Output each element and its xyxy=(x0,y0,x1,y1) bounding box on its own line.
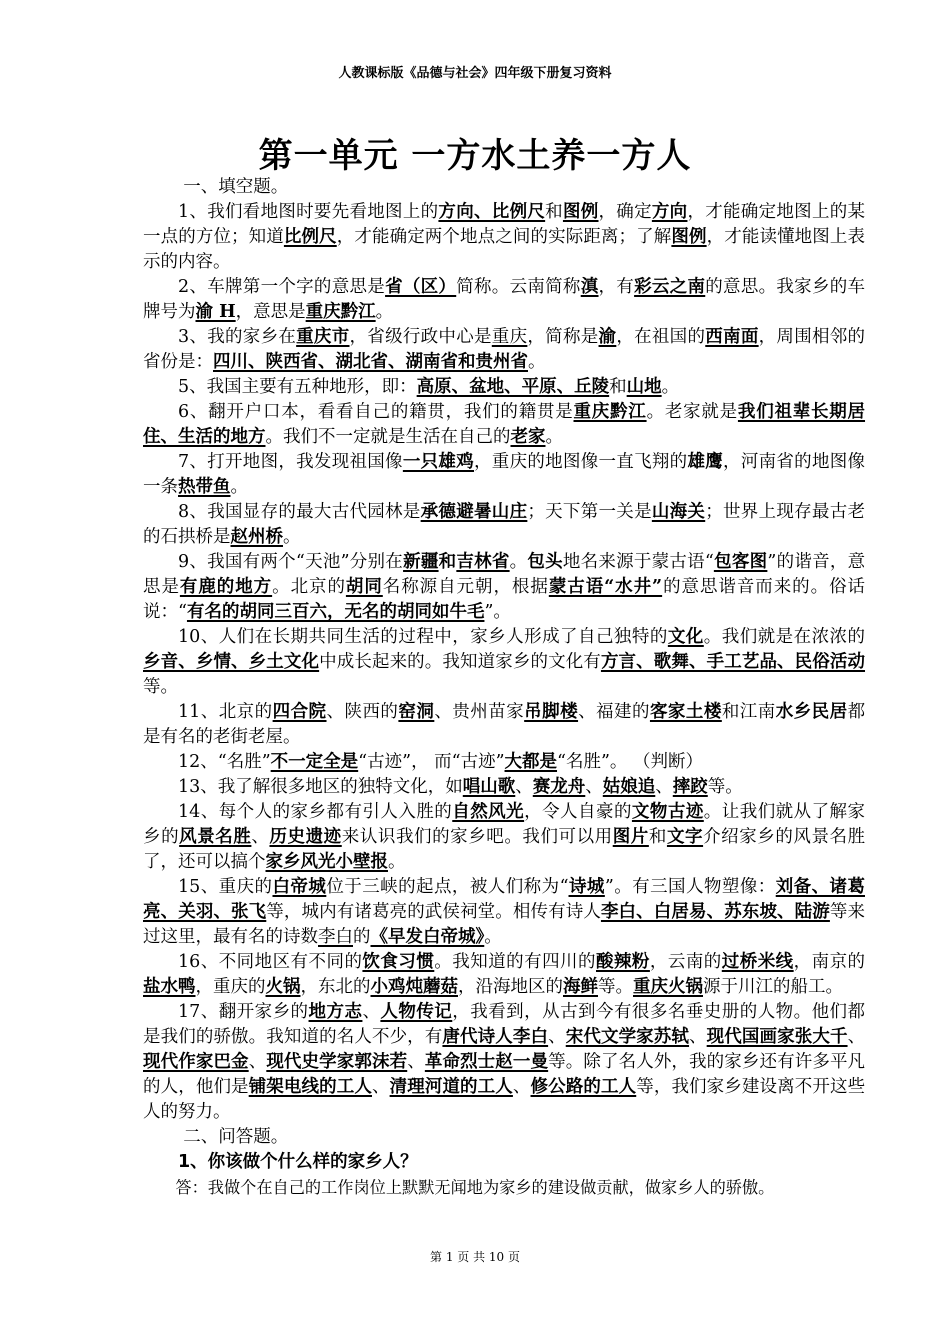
question-10: 10、人们在长期共同生活的过程中，家乡人形成了自己独特的文化。我们就是在浓浓的乡音、乡情、乡土文化中成长起来的。我知道家乡的文化有方言、歌舞、手工艺品、民俗活动等。 xyxy=(143,627,866,697)
qa-answer-1: 答：我做个在自己的工作岗位上默默无闻地为家乡的建设做贡献，做家乡人的骄傲。 xyxy=(175,1178,775,1197)
question-17: 17、翻开家乡的地方志、人物传记，我看到，从古到今有很多名垂史册的人物。他们都是我们的骄傲。我知道的名人不少，有唐代诗人李白、宋代文学家苏轼、现代国画家张大千、现代作家巴金、现代史学家郭沫若、革命烈士赵一曼等。除了名人外，我的家乡还有许多平凡的人，他们是铺架电线的工人、清理河道的工人、修公路的工人等，我们家乡建设离不开这些人的努力。 xyxy=(143,1002,866,1122)
question-12: 12、“名胜”不一定全是“古迹”， 而“古迹”大都是“名胜”。 （判断） xyxy=(178,752,703,772)
page-footer: 第 1 页 共 10 页 xyxy=(430,1250,520,1264)
page-header: 人教课标版《品德与社会》四年级下册复习资料 xyxy=(338,66,612,81)
question-8: 8、我国显存的最大古代园林是承德避暑山庄；天下第一关是山海关；世界上现存最古老的石拱桥是赵州桥。 xyxy=(143,502,866,547)
question-16: 16、不同地区有不同的饮食习惯。我知道的有四川的酸辣粉，云南的过桥米线，南京的盐水鸭，重庆的火锅，东北的小鸡炖蘑菇，沿海地区的海鲜等。重庆火锅源于川江的船工。 xyxy=(143,952,866,997)
document-body xyxy=(143,175,865,1200)
question-2: 2、车牌第一个字的意思是省（区）简称。云南简称滇，有彩云之南的意思。我家乡的车牌号为渝 H，意思是重庆黔江。 xyxy=(143,277,866,322)
question-6: 6、翻开户口本，看看自己的籍贯，我们的籍贯是重庆黔江。老家就是我们祖辈长期居住、生活的地方。我们不一定就是生活在自己的老家。 xyxy=(143,402,866,447)
question-5: 5、我国主要有五种地形，即：高原、盆地、平原、丘陵和山地。 xyxy=(178,377,680,397)
question-3: 3、我的家乡在重庆市，省级行政中心是重庆，简称是渝，在祖国的西南面，周围相邻的省份是：四川、陕西省、湖北省、湖南省和贵州省。 xyxy=(143,327,866,372)
question-7: 7、打开地图，我发现祖国像一只雄鸡，重庆的地图像一直飞翔的雄鹰，河南省的地图像一条热带鱼。 xyxy=(143,452,866,497)
question-11: 11、北京的四合院、陕西的窑洞、贵州苗家吊脚楼、福建的客家土楼和江南水乡民居都是有名的老街老屋。 xyxy=(143,702,866,747)
question-9: 9、我国有两个“天池”分别在新疆和吉林省。包头地名来源于蒙古语“包客图”的谐音，意思是有鹿的地方。北京的胡同名称源自元朝，根据蒙古语“水井”的意思谐音而来的。俗话说：“有名的胡同三百六，无名的胡同如牛毛”。 xyxy=(143,552,866,622)
qa-question-1: 1、你该做个什么样的家乡人？ xyxy=(178,1152,418,1172)
unit-title: 第一单元 一方水土养一方人 xyxy=(258,136,692,176)
question-1: 1、我们看地图时要先看地图上的方向、比例尺和图例，确定方向，才能确定地图上的某一点的方位；知道比例尺，才能确定两个地点之间的实际距离；了解图例，才能读懂地图上表示的内容。 xyxy=(143,202,866,272)
section-heading-qa: 二、问答题。 xyxy=(183,1127,289,1147)
question-15: 15、重庆的白帝城位于三峡的起点，被人们称为“诗城”。有三国人物塑像：刘备、诸葛亮、关羽、张飞等，城内有诸葛亮的武侯祠堂。相传有诗人李白、白居易、苏东坡、陆游等来过这里，最有名的诗数李白的《早发白帝城》。 xyxy=(143,877,866,947)
section-heading-fill: 一、填空题。 xyxy=(183,177,289,197)
question-14: 14、每个人的家乡都有引人入胜的自然风光，令人自豪的文物古迹。让我们就从了解家乡的风景名胜、历史遗迹来认识我们的家乡吧。我们可以用图片和文字介绍家乡的风景名胜了，还可以搞个家乡风光小壁报。 xyxy=(143,802,866,872)
question-13: 13、我了解很多地区的独特文化，如唱山歌、赛龙舟、姑娘追、摔跤等。 xyxy=(178,777,743,797)
